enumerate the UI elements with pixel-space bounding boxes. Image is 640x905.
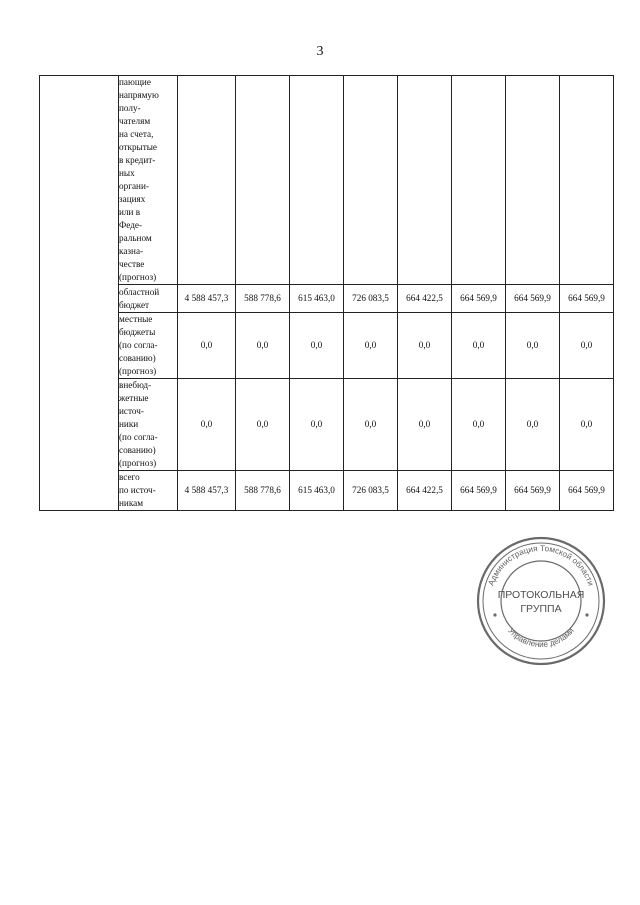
value-cell: 0,0 [506,379,560,471]
row-label-cell: внебюд- жетные источ- ники (по согла- сованию) (прогноз) [119,379,178,471]
value-cell: 664 569,9 [506,471,560,511]
stamp-dot [585,613,588,616]
table-row-regional-budget [40,285,614,313]
row-label-cell: пающие напрямую полу- чателям на счета, открытые в кредит- ных органи- зациях или в Феде- ральном казна- честве (прогноз) [119,76,178,285]
value-cell: 0,0 [290,313,344,379]
empty-value-cell [506,76,560,285]
value-cell: 615 463,0 [290,471,344,511]
page-number: 3 [316,44,324,59]
table-row-extrabudgetary [40,379,614,471]
value-cell: 588 778,6 [236,285,290,313]
value-cell: 0,0 [452,313,506,379]
value-cell: 664 422,5 [398,471,452,511]
stamp-center-line-1: ПРОТОКОЛЬНАЯ [497,589,585,601]
value-cell: 0,0 [560,313,614,379]
stamp-dot [493,613,496,616]
value-cell: 664 569,9 [560,285,614,313]
funding-sources-table [39,75,614,511]
value-cell: 0,0 [398,313,452,379]
empty-value-cell [452,76,506,285]
value-cell: 726 083,5 [344,285,398,313]
value-cell: 0,0 [398,379,452,471]
value-cell: 588 778,6 [236,471,290,511]
row-label-cell: всего по источ- никам [119,471,178,511]
value-cell: 0,0 [178,379,236,471]
value-cell: 0,0 [236,379,290,471]
empty-value-cell [290,76,344,285]
value-cell: 0,0 [452,379,506,471]
empty-value-cell [398,76,452,285]
value-cell: 0,0 [344,379,398,471]
value-cell: 726 083,5 [344,471,398,511]
stamp-center-line-2: ГРУППА [520,603,562,615]
empty-value-cell [344,76,398,285]
stamp-bottom-text: Управление делами [506,626,576,650]
value-cell: 0,0 [560,379,614,471]
value-cell: 664 569,9 [560,471,614,511]
stamp-outer-text: Администрация Томской области [486,543,596,587]
value-cell: 615 463,0 [290,285,344,313]
row-label-cell: областной бюджет [119,285,178,313]
value-cell: 664 569,9 [506,285,560,313]
value-cell: 664 569,9 [452,471,506,511]
empty-value-cell [178,76,236,285]
empty-value-cell [560,76,614,285]
value-cell: 0,0 [236,313,290,379]
value-cell: 4 588 457,3 [178,471,236,511]
table-row-total [40,471,614,511]
official-stamp [475,535,607,667]
value-cell: 664 422,5 [398,285,452,313]
value-cell: 4 588 457,3 [178,285,236,313]
value-cell: 0,0 [290,379,344,471]
table-row-local-budgets [40,313,614,379]
value-cell: 0,0 [344,313,398,379]
row-label-cell: местные бюджеты (по согла- сованию) (прогноз) [119,313,178,379]
value-cell: 0,0 [506,313,560,379]
table-row [40,76,614,285]
value-cell: 0,0 [178,313,236,379]
value-cell: 664 569,9 [452,285,506,313]
merged-first-column-cell [40,76,119,511]
empty-value-cell [236,76,290,285]
